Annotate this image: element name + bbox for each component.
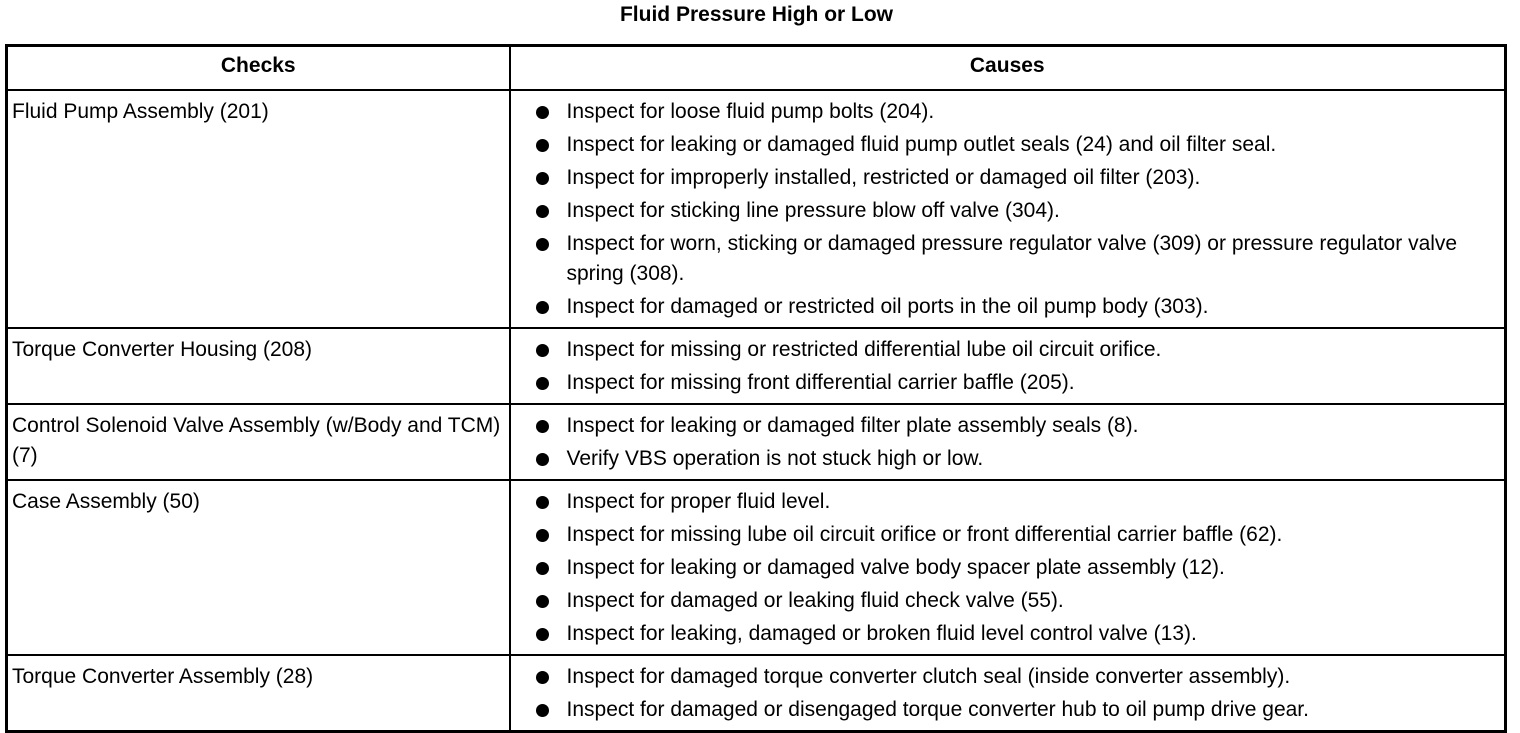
cause-text: Inspect for leaking or damaged valve body spacer plate assembly (12).	[566, 556, 1225, 579]
causes-list	[511, 411, 1485, 474]
cause-text: Inspect for damaged or restricted oil ports in the oil pump body (303).	[566, 295, 1209, 318]
cause-item	[511, 411, 1485, 441]
cause-text: Inspect for damaged or disengaged torque converter hub to oil pump drive gear.	[566, 698, 1309, 721]
page-title: Fluid Pressure High or Low	[619, 3, 894, 26]
check-cell: Control Solenoid Valve Assembly (w/Body and TCM) (7)	[7, 404, 510, 480]
cause-text: Inspect for leaking or damaged fluid pump outlet seals (24) and oil filter seal.	[566, 133, 1277, 156]
bullet-icon	[536, 377, 549, 390]
cause-text: Inspect for damaged or leaking fluid check valve (55).	[566, 589, 1064, 612]
bullet-icon	[536, 704, 549, 717]
check-cell: Case Assembly (50)	[7, 480, 510, 655]
table-row	[7, 328, 1506, 404]
table-row	[7, 90, 1506, 328]
table-row	[7, 480, 1506, 655]
causes-cell	[510, 655, 1506, 732]
check-cell: Torque Converter Housing (208)	[7, 328, 510, 404]
bullet-icon	[536, 671, 549, 684]
causes-cell	[510, 404, 1506, 480]
cause-item	[511, 444, 1485, 474]
cause-item	[511, 695, 1485, 725]
check-cell: Fluid Pump Assembly (201)	[7, 90, 510, 328]
bullet-icon	[536, 301, 549, 314]
table-body	[7, 90, 1506, 732]
cause-text: Inspect for leaking or damaged filter plate assembly seals (8).	[566, 414, 1139, 437]
causes-list	[511, 97, 1485, 322]
bullet-icon	[536, 205, 549, 218]
check-cell: Torque Converter Assembly (28)	[7, 655, 510, 732]
cause-item	[511, 520, 1485, 550]
cause-item	[511, 368, 1485, 398]
cause-item	[511, 487, 1485, 517]
causes-list	[511, 662, 1485, 725]
cause-text: Inspect for loose fluid pump bolts (204).	[566, 100, 935, 123]
cause-item	[511, 292, 1485, 322]
causes-cell	[510, 90, 1506, 328]
bullet-icon	[536, 562, 549, 575]
cause-text: Inspect for proper fluid level.	[566, 490, 831, 513]
causes-list	[511, 487, 1485, 649]
cause-text: Verify VBS operation is not stuck high or low.	[566, 447, 984, 470]
bullet-icon	[536, 420, 549, 433]
cause-item	[511, 163, 1485, 193]
cause-item	[511, 619, 1485, 649]
bullet-icon	[536, 172, 549, 185]
bullet-icon	[536, 106, 549, 119]
cause-text: Inspect for improperly installed, restricted or damaged oil filter (203).	[566, 166, 1201, 189]
causes-list	[511, 335, 1485, 398]
bullet-icon	[536, 628, 549, 641]
cause-text: Inspect for damaged torque converter clutch seal (inside converter assembly).	[566, 665, 1291, 688]
cause-item	[511, 229, 1485, 289]
bullet-icon	[536, 595, 549, 608]
bullet-icon	[536, 344, 549, 357]
cause-item	[511, 586, 1485, 616]
cause-text: Inspect for sticking line pressure blow off valve (304).	[566, 199, 1060, 222]
header-row	[7, 46, 1506, 91]
table-row	[7, 655, 1506, 732]
cause-text: Inspect for leaking, damaged or broken fluid level control valve (13).	[566, 622, 1197, 645]
causes-cell	[510, 328, 1506, 404]
cause-item	[511, 662, 1485, 692]
table-row	[7, 404, 1506, 480]
cause-item	[511, 196, 1485, 226]
bullet-icon	[536, 496, 549, 509]
bullet-icon	[536, 238, 549, 251]
causes-cell	[510, 480, 1506, 655]
bullet-icon	[536, 529, 549, 542]
cause-item	[511, 335, 1485, 365]
cause-text: Inspect for worn, sticking or damaged pressure regulator valve (309) or pressure regulator valve spring (308).	[566, 232, 1458, 285]
cause-item	[511, 553, 1485, 583]
cause-text: Inspect for missing or restricted differential lube oil circuit orifice.	[566, 338, 1162, 361]
causes-column-header: Causes	[510, 46, 1506, 91]
diagnosis-table	[5, 44, 1507, 733]
checks-column-header: Checks	[7, 46, 510, 91]
cause-item	[511, 130, 1485, 160]
bullet-icon	[536, 453, 549, 466]
cause-item	[511, 97, 1485, 127]
cause-text: Inspect for missing front differential carrier baffle (205).	[566, 371, 1075, 394]
cause-text: Inspect for missing lube oil circuit orifice or front differential carrier baffle (62).	[566, 523, 1283, 546]
bullet-icon	[536, 139, 549, 152]
